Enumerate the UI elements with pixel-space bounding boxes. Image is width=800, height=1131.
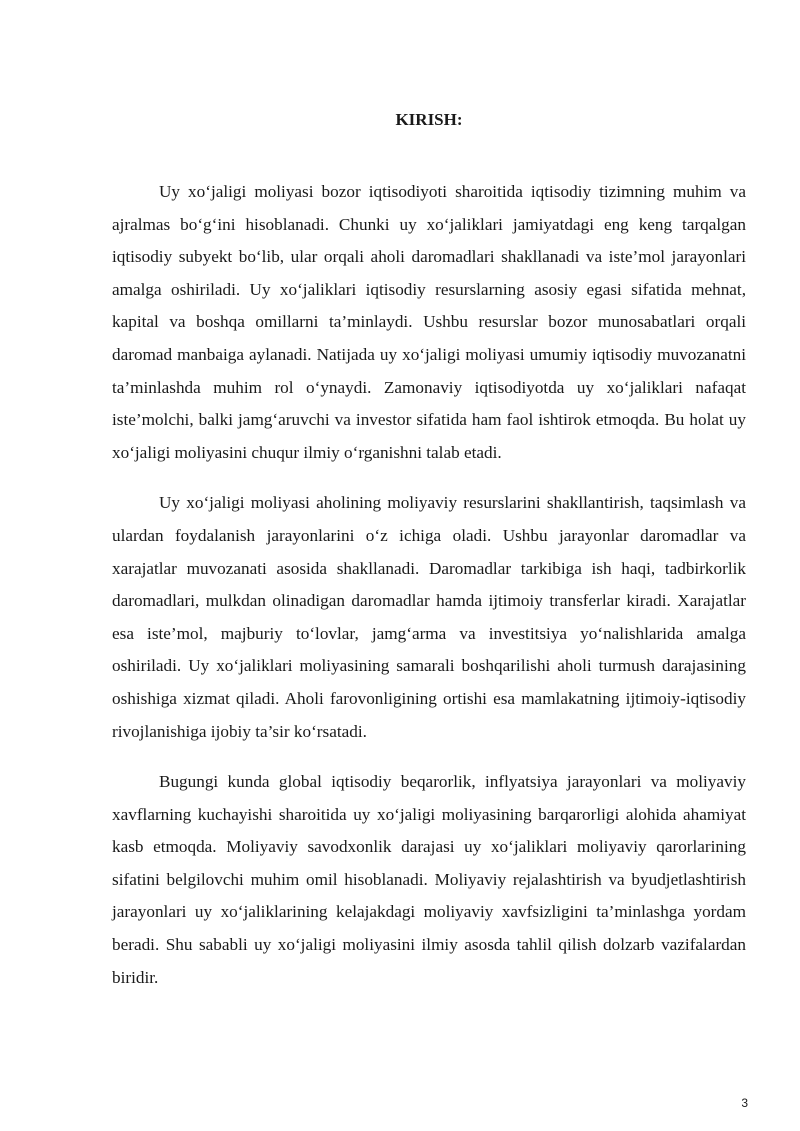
- paragraph-2: Uy xo‘jaligi moliyasi aholining moliyaviy resurslarini shakllantirish, taqsimlash va ulardan foydalanish jarayonlarini o‘z ichiga oladi. Ushbu jarayonlar daromadlar va xarajatlar muvozanati asosida shakllanadi. Daromadlar tarkibiga ish haqi, tadbirkorlik daromadlari, mulkdan olinadigan daromadlar hamda ijtimoiy transferlar kiradi. Xarajatlar esa iste’mol, majburiy to‘lovlar, jamg‘arma va investitsiya yo‘nalishlarida amalga oshiriladi. Uy xo‘jaliklari moliyasining samarali boshqarilishi aholi turmush darajasining oshishiga xizmat qiladi. Aholi farovonligining ortishi esa mamlakatning ijtimoiy-iqtisodiy rivojlanishiga ijobiy ta’sir ko‘rsatadi.: [112, 493, 746, 741]
- section-title: KIRISH:: [395, 110, 463, 129]
- page-number: 3: [741, 1096, 748, 1110]
- paragraph-3: Bugungi kunda global iqtisodiy beqarorlik, inflyatsiya jarayonlari va moliyaviy xavflarning kuchayishi sharoitida uy xo‘jaligi moliyasining barqarorligi alohida ahamiyat kasb etmoqda. Moliyaviy savodxonlik darajasi uy xo‘jaliklari moliyaviy qarorlarining sifatini belgilovchi muhim omil hisoblanadi. Moliyaviy rejalashtirish va byudjetlashtirish jarayonlari uy xo‘jaliklarining kelajakdagi moliyaviy xavfsizligini ta’minlashga yordam beradi. Shu sababli uy xo‘jaligi moliyasini ilmiy asosda tahlil qilish dolzarb vazifalardan biridir.: [112, 772, 746, 987]
- body-text: [112, 176, 746, 1012]
- paragraph-1: Uy xo‘jaligi moliyasi bozor iqtisodiyoti sharoitida iqtisodiy tizimning muhim va ajralmas bo‘g‘ini hisoblanadi. Chunki uy xo‘jaliklari jamiyatdagi eng keng tarqalgan iqtisodiy subyekt bo‘lib, ular orqali aholi daromadlari shakllanadi va iste’mol jarayonlari amalga oshiriladi. Uy xo‘jaliklari iqtisodiy resurslarning asosiy egasi sifatida mehnat, kapital va boshqa omillarni ta’minlaydi. Ushbu resurslar bozor munosabatlari orqali daromad manbaiga aylanadi. Natijada uy xo‘jaligi moliyasi umumiy iqtisodiy muvozanatni ta’minlashda muhim rol o‘ynaydi. Zamonaviy iqtisodiyotda uy xo‘jaliklari nafaqat iste’molchi, balki jamg‘aruvchi va investor sifatida ham faol ishtirok etmoqda. Bu holat uy xo‘jaligi moliyasini chuqur ilmiy o‘rganishni talab etadi.: [112, 182, 746, 462]
